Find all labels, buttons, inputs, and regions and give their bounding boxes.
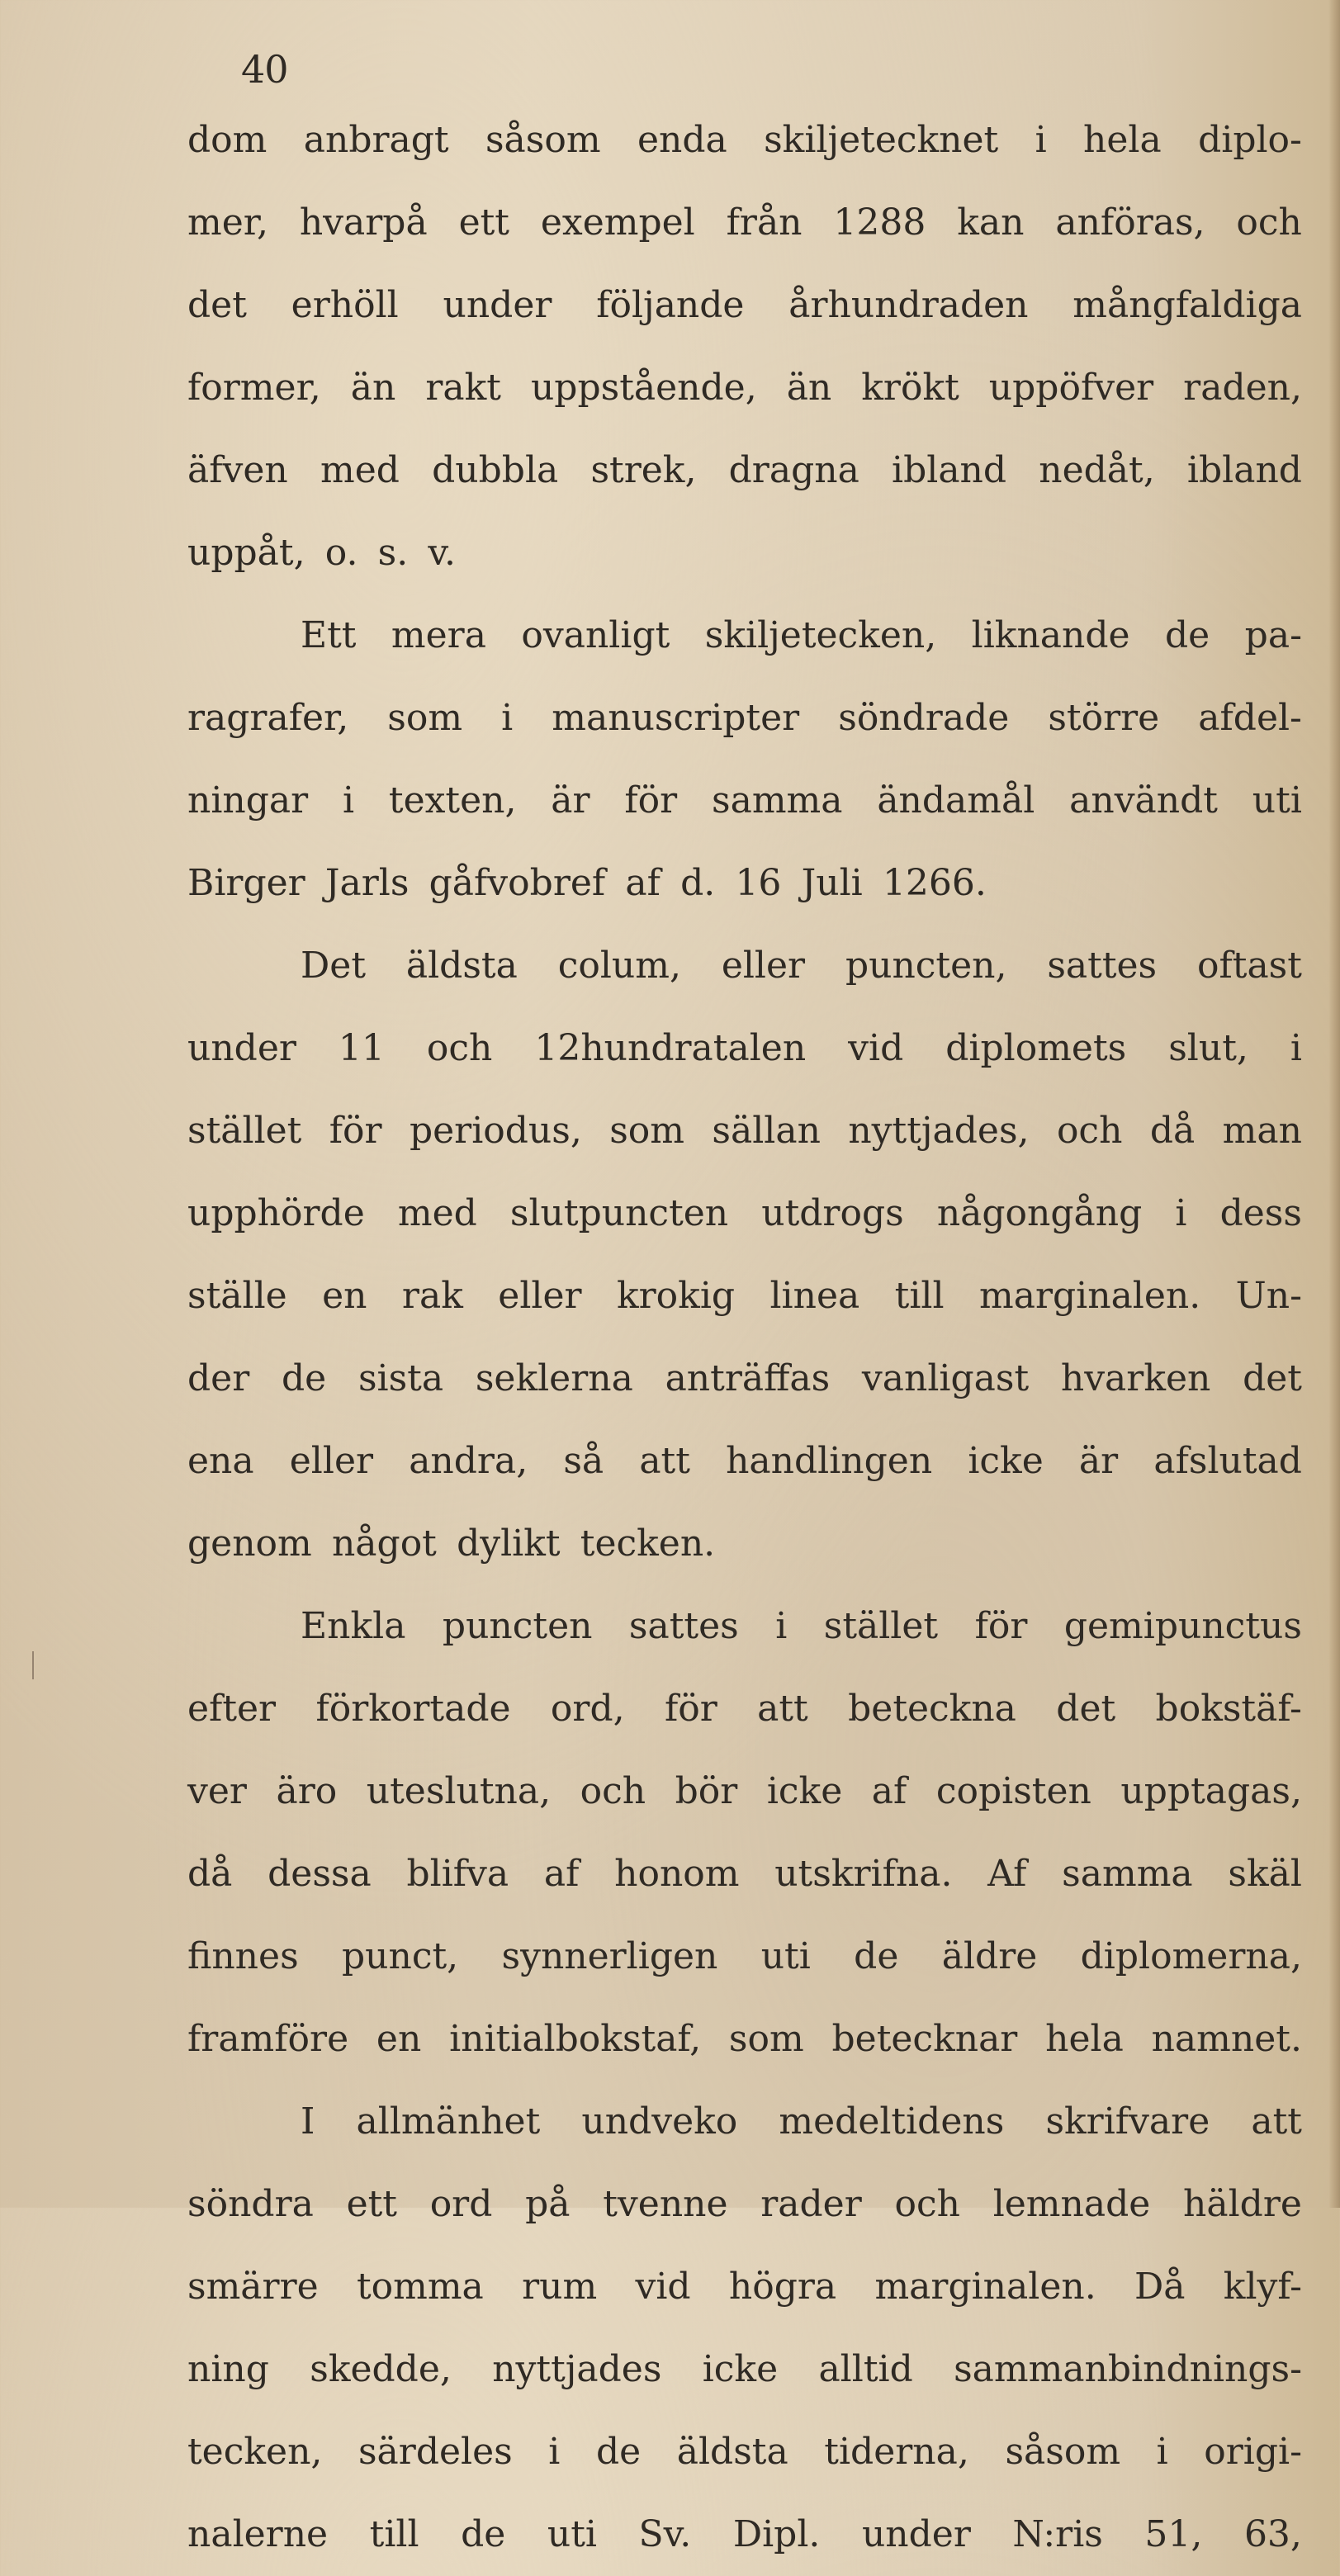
text-line (187, 2328, 1302, 2411)
word: och (1236, 201, 1302, 244)
word: upptagas, (1120, 1770, 1302, 1812)
word: ragrafer, (187, 697, 349, 739)
word: erhöll (291, 284, 399, 326)
word: uppöfver (988, 367, 1154, 409)
word: handlingen (726, 1440, 933, 1482)
word: rader (760, 2183, 862, 2225)
word: icke (702, 2348, 779, 2390)
word: nedåt, (1039, 449, 1155, 491)
word: under (443, 284, 552, 326)
word: ibland (892, 449, 1007, 491)
word: marginalen. (874, 2266, 1096, 2308)
word: Juli (801, 862, 863, 904)
word: bokstäf- (1155, 1688, 1302, 1730)
text-line (187, 264, 1302, 347)
word: särdeles (357, 2431, 513, 2473)
word: N:ris (1012, 2513, 1103, 2555)
word: diplomerna, (1080, 1935, 1302, 1977)
word: häldre (1183, 2183, 1302, 2225)
word: upphörde (187, 1192, 365, 1234)
word: marginalen. (979, 1275, 1201, 1317)
word: oftast (1196, 945, 1302, 987)
word: i (1035, 119, 1047, 161)
word: efter (187, 1688, 277, 1730)
word: Enkla (301, 1605, 406, 1647)
word: 16 (735, 862, 782, 904)
word: alltid (818, 2348, 913, 2390)
word: o. (324, 532, 358, 574)
word: framföre (187, 2018, 349, 2060)
word: äfven (187, 449, 288, 491)
word: från (726, 201, 803, 244)
word: tiderna, (824, 2431, 969, 2473)
text-line (187, 2493, 1302, 2576)
word: på (525, 2183, 571, 2225)
word: då (1149, 1110, 1196, 1152)
text-line (187, 925, 1302, 1007)
text-line (187, 2163, 1302, 2246)
word: söndra (187, 2183, 314, 2225)
word: liknande (971, 614, 1130, 656)
text-line (187, 760, 1302, 842)
page-number: 40 (241, 47, 288, 92)
word: uti (1252, 779, 1302, 822)
word: och (894, 2183, 960, 2225)
word: mångfaldiga (1072, 284, 1302, 326)
word: mer, (187, 201, 268, 244)
word: hela (1083, 119, 1162, 161)
word: till (894, 1275, 945, 1317)
word: utskrifna. (774, 1853, 953, 1895)
text-line (187, 1420, 1302, 1503)
word: de (595, 2431, 642, 2473)
word: ett (458, 201, 509, 244)
word: hvarpå (299, 201, 428, 244)
word: eller (289, 1440, 374, 1482)
word: under (861, 2513, 971, 2555)
word: initialbokstaf, (449, 2018, 702, 2060)
word: de (461, 2513, 506, 2555)
word: förkortade (315, 1688, 511, 1730)
word: mera (391, 614, 486, 656)
word: v. (428, 532, 457, 574)
word: eller (498, 1275, 582, 1317)
word: i (1156, 2431, 1168, 2473)
word: äldsta (676, 2431, 788, 2473)
text-line (187, 429, 1302, 512)
word: Birger (187, 862, 305, 904)
word: sällan (712, 1110, 821, 1152)
word: uteslutna, (366, 1770, 552, 1812)
word: man (1222, 1110, 1302, 1152)
word: i (548, 2431, 561, 2473)
word: honom (614, 1853, 740, 1895)
word: periodus, (409, 1110, 582, 1152)
word: dylikt (457, 1522, 561, 1565)
word: manuscripter (552, 697, 800, 739)
word: copisten (935, 1770, 1091, 1812)
word: de (1165, 614, 1210, 656)
word: skrifvare (1045, 2100, 1210, 2143)
word: 11 (338, 1027, 385, 1069)
word: såsom (485, 119, 601, 161)
word: uppåt, (187, 532, 305, 574)
word: med (397, 1192, 477, 1234)
text-line (187, 1833, 1302, 1915)
word: i (501, 697, 514, 739)
word: det (1056, 1688, 1116, 1730)
word: finnes (187, 1935, 299, 1977)
text-line (187, 1090, 1302, 1172)
word: krokig (616, 1275, 736, 1317)
word: i (1290, 1027, 1302, 1069)
word: de (281, 1357, 327, 1399)
word: att (1251, 2100, 1302, 2143)
word: stället (823, 1605, 939, 1647)
word: 1266. (882, 862, 987, 904)
word: söndrade (838, 697, 1010, 739)
word: det (187, 284, 247, 326)
word: exempel (540, 201, 695, 244)
word: Då (1134, 2266, 1186, 2308)
word: texten, (388, 779, 517, 822)
word: ord (429, 2183, 493, 2225)
text-line (187, 182, 1302, 264)
text-line (187, 1668, 1302, 1750)
word: det (1243, 1357, 1302, 1399)
word: undveko (581, 2100, 738, 2143)
word: andra, (409, 1440, 528, 1482)
word: allmänhet (356, 2100, 541, 2143)
text-line (187, 99, 1302, 182)
word: punct, (342, 1935, 459, 1977)
text-line (187, 2246, 1302, 2328)
word: äro (276, 1770, 338, 1812)
word: nyttjades (492, 2348, 662, 2390)
word: af (871, 1770, 907, 1812)
word: följande (596, 284, 745, 326)
word: rak (401, 1275, 463, 1317)
word: 1288 (833, 201, 926, 244)
word: skäl (1228, 1853, 1302, 1895)
text-line (187, 2081, 1302, 2163)
word: högra (728, 2266, 837, 2308)
word: anföras, (1055, 201, 1205, 244)
word: puncten (442, 1605, 593, 1647)
text-line (187, 347, 1302, 429)
word: utdrogs (761, 1192, 904, 1234)
word: att (639, 1440, 690, 1482)
word: linea (769, 1275, 860, 1317)
text-line (187, 1007, 1302, 1090)
word: strek, (590, 449, 697, 491)
page-edge (1328, 0, 1340, 2208)
word: en (376, 2018, 422, 2060)
word: vid (848, 1027, 904, 1069)
word: colum, (557, 945, 681, 987)
word: klyf- (1223, 2266, 1302, 2308)
text-line (187, 1998, 1302, 2081)
word: kan (957, 201, 1025, 244)
word: dessa (268, 1853, 372, 1895)
word: något (331, 1522, 437, 1565)
word: puncten, (845, 945, 1007, 987)
word: sammanbindnings- (954, 2348, 1302, 2390)
word: 51, (1144, 2513, 1203, 2555)
word: seklerna (475, 1357, 633, 1399)
text-line (187, 1255, 1302, 1338)
word: gåfvobref (429, 862, 606, 904)
word: slut, (1168, 1027, 1248, 1069)
word: under (187, 1027, 296, 1069)
word: anbragt (303, 119, 449, 161)
word: synnerligen (501, 1935, 718, 1977)
word: någongång (936, 1192, 1143, 1234)
word: betecknar (831, 2018, 1018, 2060)
word: i (343, 779, 355, 822)
word: icke (766, 1770, 843, 1812)
word: Jarls (324, 862, 410, 904)
word: dubbla (432, 449, 559, 491)
word: beteckna (848, 1688, 1016, 1730)
word: för (329, 1110, 382, 1152)
word: äldre (941, 1935, 1038, 1977)
word: d. (680, 862, 716, 904)
text-line (187, 1915, 1302, 1998)
word: som (609, 1110, 685, 1152)
word: än (350, 367, 396, 409)
word: sattes (628, 1605, 739, 1647)
word: ett (346, 2183, 397, 2225)
word: att (757, 1688, 808, 1730)
word: Af (987, 1853, 1027, 1895)
word: der (187, 1357, 250, 1399)
body-text (187, 99, 1302, 2576)
word: äldsta (405, 945, 518, 987)
word: tomma (356, 2266, 484, 2308)
text-line (187, 1503, 1302, 1585)
word: ning (187, 2348, 269, 2390)
word: samma (1062, 1853, 1193, 1895)
text-line (187, 1172, 1302, 1255)
word: vanligast (861, 1357, 1030, 1399)
word: dom (187, 119, 268, 161)
word: anträffas (665, 1357, 831, 1399)
word: till (369, 2513, 419, 2555)
word: dragna (728, 449, 859, 491)
word: af (625, 862, 661, 904)
word: än (786, 367, 832, 409)
word: uti (760, 1935, 811, 1977)
word: slutpuncten (509, 1192, 729, 1234)
word: dess (1219, 1192, 1302, 1234)
text-line (187, 512, 1302, 594)
word: ningar (187, 779, 309, 822)
word: tvenne (603, 2183, 728, 2225)
word: medeltidens (779, 2100, 1005, 2143)
word: ställe (187, 1275, 287, 1317)
word: 12hundratalen (534, 1027, 807, 1069)
word: sista (357, 1357, 444, 1399)
word: skiljetecken, (704, 614, 937, 656)
word: samma (712, 779, 843, 822)
word: skedde, (310, 2348, 452, 2390)
word: origi- (1204, 2431, 1302, 2473)
word: Sv. (638, 2513, 692, 2555)
word: pa- (1244, 614, 1302, 656)
word: genom (187, 1522, 312, 1565)
word: gemipunctus (1063, 1605, 1302, 1647)
word: så (563, 1440, 604, 1482)
word: rakt (425, 367, 501, 409)
word: raden, (1183, 367, 1302, 409)
word: för (664, 1688, 717, 1730)
word: är (1078, 1440, 1119, 1482)
word: bör (675, 1770, 738, 1812)
word: icke (968, 1440, 1044, 1482)
word: diplo- (1198, 119, 1302, 161)
word: 63, (1243, 2513, 1302, 2555)
word: tecken, (187, 2431, 323, 2473)
word: ibland (1186, 449, 1302, 491)
word: vid (635, 2266, 691, 2308)
word: en (322, 1275, 367, 1317)
word: är (551, 779, 590, 822)
word: blifva (406, 1853, 509, 1895)
word: århundraden (788, 284, 1029, 326)
word: stället (187, 1110, 302, 1152)
word: tecken. (580, 1522, 716, 1565)
word: lemnade (992, 2183, 1151, 2225)
word: krökt (861, 367, 959, 409)
text-line (187, 1338, 1302, 1420)
word: afdel- (1198, 697, 1302, 739)
word: uppstående, (530, 367, 757, 409)
text-line (187, 1750, 1302, 1833)
text-line (187, 677, 1302, 760)
word: namnet. (1151, 2018, 1302, 2060)
margin-mark (32, 1651, 34, 1679)
word: och (580, 1770, 646, 1812)
word: hvarken (1060, 1357, 1211, 1399)
word: i (775, 1605, 788, 1647)
word: ver (187, 1770, 247, 1812)
word: hela (1045, 2018, 1124, 2060)
text-line (187, 842, 1302, 925)
word: Dipl. (732, 2513, 821, 2555)
word: rum (522, 2266, 598, 2308)
word: diplomets (945, 1027, 1127, 1069)
word: ändamål (877, 779, 1035, 822)
text-line (187, 1585, 1302, 1668)
word: för (624, 779, 678, 822)
word: Ett (301, 614, 357, 656)
word: i (1175, 1192, 1187, 1234)
word: ord, (550, 1688, 625, 1730)
word: som (728, 2018, 804, 2060)
word: uti (547, 2513, 597, 2555)
word: skiljetecknet (764, 119, 999, 161)
word: ovanligt (521, 614, 670, 656)
word: större (1048, 697, 1160, 739)
word: användt (1069, 779, 1218, 822)
word: former, (187, 367, 321, 409)
word: för (974, 1605, 1028, 1647)
word: ena (187, 1440, 254, 1482)
word: nyttjades, (848, 1110, 1030, 1152)
word: afslutad (1153, 1440, 1302, 1482)
word: nalerne (187, 2513, 329, 2555)
word: Det (301, 945, 366, 987)
word: som (387, 697, 463, 739)
word: af (543, 1853, 580, 1895)
word: I (301, 2100, 315, 2143)
word: eller (721, 945, 806, 987)
word: med (320, 449, 400, 491)
word: såsom (1005, 2431, 1121, 2473)
word: de (854, 1935, 899, 1977)
text-line (187, 2411, 1302, 2493)
word: och (426, 1027, 493, 1069)
word: sattes (1047, 945, 1158, 987)
text-line (187, 594, 1302, 677)
word: smärre (187, 2266, 319, 2308)
word: s. (377, 532, 409, 574)
word: enda (637, 119, 727, 161)
word: Un- (1235, 1275, 1302, 1317)
word: och (1056, 1110, 1123, 1152)
word: då (187, 1853, 233, 1895)
